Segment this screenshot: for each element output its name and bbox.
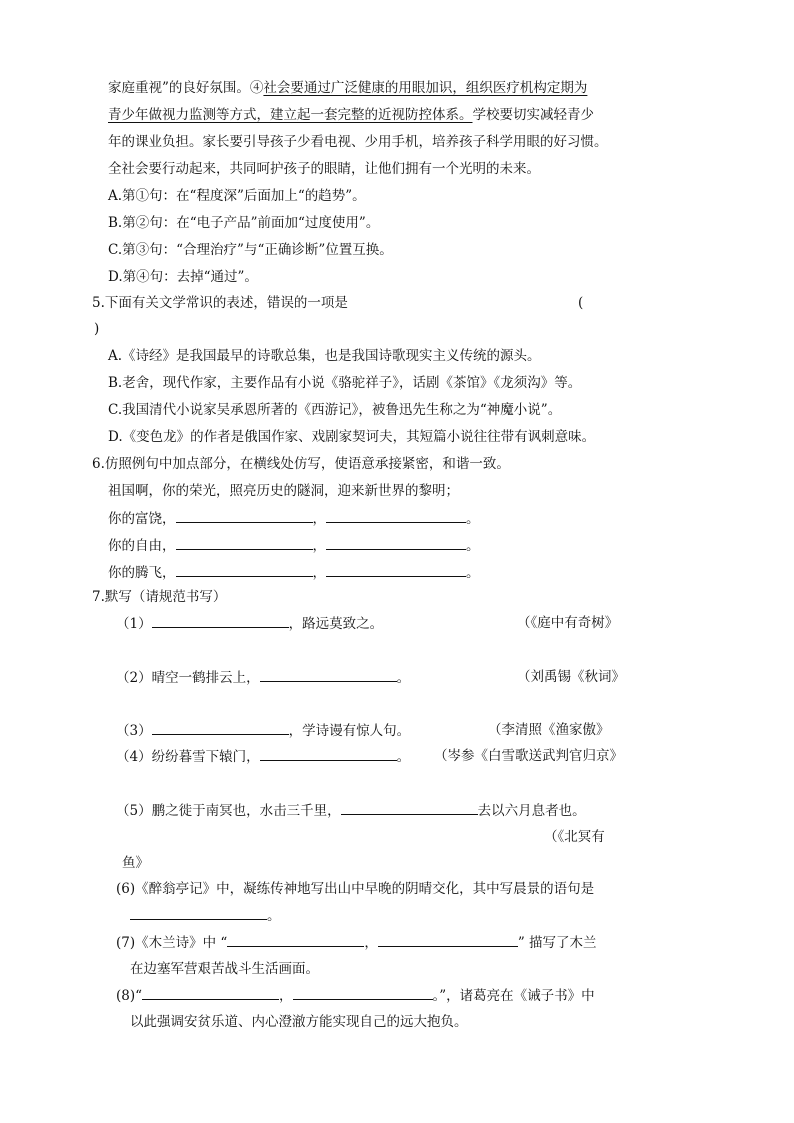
answer-blank[interactable]: [176, 536, 313, 550]
passage-line-1: [108, 79, 587, 97]
punctuation: 。: [267, 908, 281, 924]
q5-answer-paren-close: ): [94, 321, 100, 337]
q7-item-8: [116, 986, 595, 1005]
passage-text: 家庭重视”的良好氛围。④: [108, 80, 264, 96]
q6-row-label: 你的腾飞，: [108, 565, 176, 581]
passage-text: 学校要切实减轻青少: [472, 107, 594, 123]
item-text: (8)“: [116, 988, 143, 1004]
q5-option-b: B.老舍，现代作家，主要作品有小说《骆驼祥子》，话剧《茶馆》《龙须沟》等。: [108, 375, 582, 391]
q7-item-7: [116, 933, 597, 952]
punctuation: 。: [466, 538, 480, 554]
q7-stem: 7.默写（请规范书写）: [92, 589, 227, 605]
q6-row-label: 你的富饶，: [108, 511, 176, 527]
item-text: （4）纷纷暮雪下辕门，: [116, 749, 260, 765]
q7-item-7-cont: 在边塞军营艰苦战斗生活画面。: [130, 961, 319, 977]
item-text: (7)《木兰诗》中 “: [116, 935, 228, 951]
q7-item-1: [116, 614, 383, 633]
passage-line-3: 年的课业负担。家长要引导孩子少看电视、少用手机，培养孩子科学用眼的好习惯。: [108, 134, 608, 150]
punctuation: ，: [312, 511, 326, 527]
item-text: （2）晴空一鹤排云上，: [116, 670, 260, 686]
q7-item-3: [116, 721, 410, 740]
punctuation: ，: [312, 565, 326, 581]
passage-line-2: [108, 106, 594, 124]
q6-row-label: 你的自由，: [108, 538, 176, 554]
punctuation: 。: [396, 670, 411, 686]
answer-blank[interactable]: [176, 563, 313, 577]
q6-example: 祖国啊，你的荣光，照亮历史的隧洞，迎来新世界的黎明；: [108, 483, 459, 499]
q4-option-b: B.第②句：在“电子产品”前面加“过度使用”。: [108, 215, 380, 231]
punctuation: ，: [312, 538, 326, 554]
item-text: 去以六月息者也。: [477, 803, 586, 819]
q6-stem: 6.仿照例句中加点部分，在横线处仿写，使语意承接紧密，和谐一致。: [92, 456, 510, 472]
punctuation: 。: [466, 565, 480, 581]
punctuation: ，: [364, 935, 378, 951]
item-text: （5）鹏之徙于南冥也，水击三千里，: [116, 803, 341, 819]
q7-item-8-cont: 以此强调安贫乐道、内心澄澈方能实现自己的远大抱负。: [130, 1014, 468, 1030]
item-number: （3）: [116, 723, 152, 739]
q5-answer-paren-open: (: [578, 295, 584, 311]
q7-item-4: [116, 747, 410, 766]
q6-row-2: [108, 536, 480, 555]
q7-item-2: [116, 668, 410, 687]
answer-blank[interactable]: [326, 563, 466, 577]
q5-option-d: D.《变色龙》的作者是俄国作家、戏剧家契诃夫，其短篇小说往往带有讽刺意味。: [108, 429, 596, 445]
q4-option-a: A.第①句：在“程度深”后面加上“的趋势”。: [108, 188, 366, 204]
punctuation: 。: [396, 749, 411, 765]
item-text: ，学诗谩有惊人句。: [288, 723, 411, 739]
q4-option-c: C.第③句：“合理治疗”与“正确诊断”位置互换。: [108, 242, 393, 258]
q7-item-5-source: （《北冥有: [544, 829, 605, 845]
q7-item-2-source: （刘禹锡《秋词》: [517, 669, 625, 685]
q7-item-5-source-cont: 鱼》: [122, 855, 149, 871]
answer-blank[interactable]: [130, 906, 267, 920]
q7-item-5: [116, 801, 586, 820]
q7-item-4-source: （岑参《白雪歌送武判官归京》: [434, 748, 623, 764]
answer-blank[interactable]: [293, 986, 433, 1000]
answer-blank[interactable]: [176, 509, 313, 523]
q4-option-d: D.第④句：去掉“通过”。: [108, 269, 258, 285]
q6-row-1: [108, 509, 480, 528]
q5-option-c: C.我国清代小说家吴承恩所著的《西游记》，被鲁迅先生称之为“神魔小说”。: [108, 402, 562, 418]
answer-blank[interactable]: [227, 933, 364, 947]
item-text: 。”，诸葛亮在《诫子书》中: [432, 988, 595, 1004]
item-text: ” 描写了木兰: [517, 935, 597, 951]
underlined-sentence: 社会要通过广泛健康的用眼加识，组织医疗机构定期为: [263, 80, 588, 96]
answer-blank[interactable]: [326, 536, 466, 550]
q6-row-3: [108, 563, 480, 582]
answer-blank[interactable]: [378, 933, 518, 947]
answer-blank[interactable]: [260, 747, 397, 761]
answer-blank[interactable]: [326, 509, 466, 523]
q7-item-1-source: （《庭中有奇树》: [517, 615, 619, 631]
q7-item-6: (6)《醉翁亭记》中，凝练传神地写出山中早晚的阴晴交化，其中写晨景的语句是: [116, 881, 595, 897]
q7-item-6-answer: [130, 906, 281, 925]
answer-blank[interactable]: [142, 986, 279, 1000]
punctuation: 。: [466, 511, 480, 527]
punctuation: ，: [279, 988, 293, 1004]
item-number: （1）: [116, 616, 152, 632]
q7-item-3-source: （李清照《渔家傲》: [488, 722, 610, 738]
answer-blank[interactable]: [152, 721, 289, 735]
underlined-sentence: 青少年做视力监测等方式，建立起一套完整的近视防控体系。: [108, 107, 473, 123]
item-text: ，路远莫致之。: [288, 616, 384, 632]
q5-option-a: A.《诗经》是我国最早的诗歌总集，也是我国诗歌现实主义传统的源头。: [108, 348, 541, 364]
passage-line-4: 全社会要行动起来，共同呵护孩子的眼睛，让他们拥有一个光明的未来。: [108, 161, 540, 177]
q5-stem: 5.下面有关文学常识的表述，错误的一项是: [92, 295, 348, 311]
answer-blank[interactable]: [152, 614, 289, 628]
answer-blank[interactable]: [341, 801, 478, 815]
answer-blank[interactable]: [260, 668, 397, 682]
